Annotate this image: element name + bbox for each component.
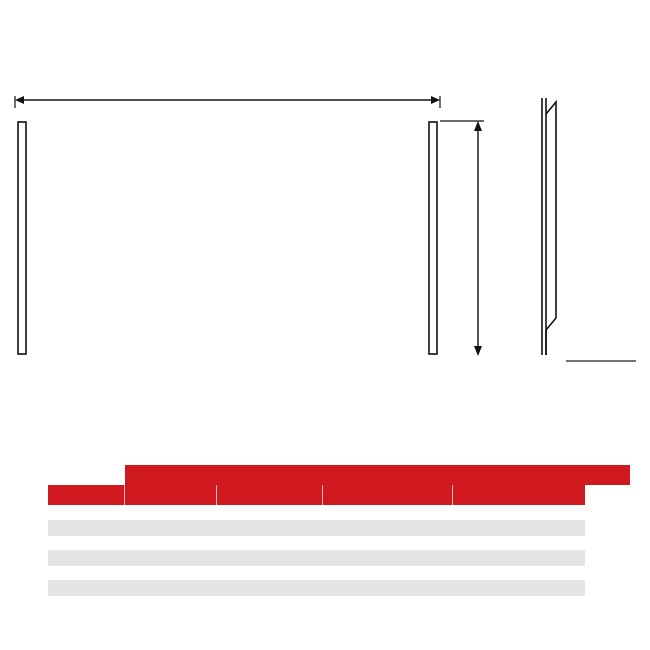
table-row	[48, 551, 585, 566]
table-row	[48, 521, 585, 536]
dimension-a	[15, 96, 440, 108]
table-row	[48, 536, 585, 551]
header-divider	[124, 485, 125, 505]
header-divider	[452, 485, 453, 505]
table-row	[48, 506, 585, 521]
right-frame-post	[429, 122, 437, 354]
table-row	[48, 581, 585, 596]
header-divider	[216, 485, 217, 505]
louvre-side-profile	[542, 98, 556, 355]
header-divider	[322, 485, 323, 505]
table-title	[125, 465, 630, 485]
left-frame-post	[18, 122, 26, 354]
table-row	[48, 566, 585, 581]
louvre-front-view	[18, 122, 437, 354]
dimension-b	[440, 121, 484, 356]
table-body	[48, 506, 585, 596]
table-header	[48, 485, 585, 505]
